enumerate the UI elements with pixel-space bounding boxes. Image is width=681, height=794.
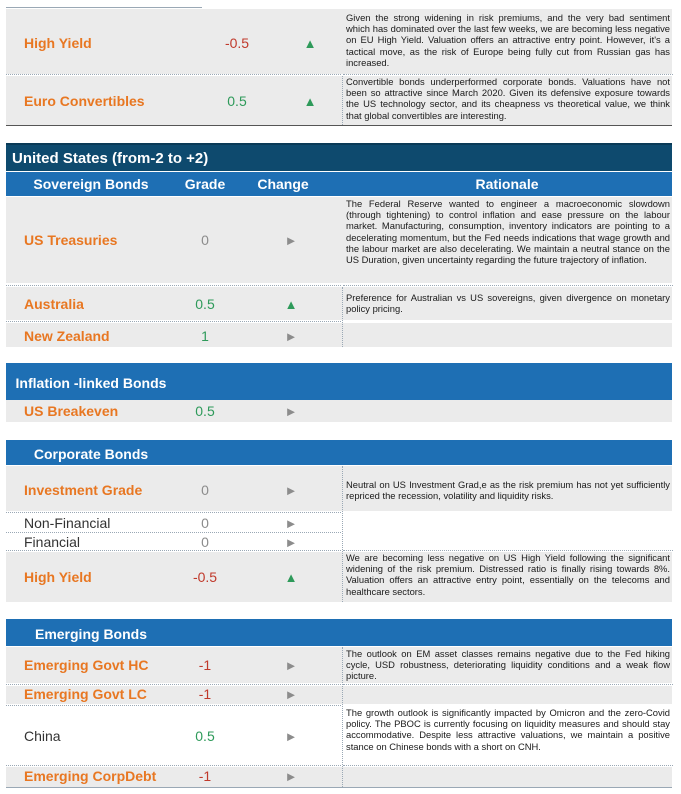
row-name: Non-Financial — [24, 515, 111, 531]
row-divider — [343, 684, 673, 685]
right-arrow-icon: ► — [284, 483, 298, 498]
right-arrow-icon: ► — [284, 658, 298, 673]
row-grade: -1 — [198, 686, 212, 702]
row-name: Financial — [24, 534, 81, 550]
row-grade: 0 — [201, 534, 209, 550]
row-rationale: Neutral on US Investment Grad,e as the risk premium has not yet sufficiently repriced the recession, volatility and liquidity risks. — [346, 479, 670, 502]
row-grade: 0 — [201, 232, 209, 248]
inflation-header-label: Inflation -linked Bonds — [15, 374, 167, 391]
right-arrow-icon: ► — [284, 233, 298, 248]
row-grade: 0 — [201, 515, 209, 531]
row-name: US Breakeven — [24, 403, 119, 419]
row-rationale: We are becoming less negative on US High Yield following the significant widening of the risk premium. Distressed ratio is finally rising towards 8%. Valuation offers an attractive entry point, essentially on the telecoms and healthcare sectors. — [346, 552, 670, 597]
row-rationale: The outlook on EM asset classes remains negative due to the Fed hiking cycle, USD robustness, deteriorating liquidity conditions and a weak flow picture. — [346, 648, 670, 682]
row-name: China — [24, 728, 61, 744]
row-grade: -0.5 — [224, 35, 250, 51]
right-arrow-icon: ► — [284, 535, 298, 550]
row-rationale: Convertible bonds underperformed corporate bonds. Valuations have not been so attractive since March 2020. Given its defensive exposure towards the US technology sector, and its cheapness vs theoretical value, we think that global convertibles are interesting. — [346, 76, 670, 121]
row-grade: 1 — [201, 328, 209, 344]
row-name: Euro Convertibles — [24, 93, 145, 109]
column-divider — [342, 287, 343, 347]
row-divider — [6, 321, 341, 322]
right-arrow-icon: ► — [284, 729, 298, 744]
row-grade: 0.5 — [227, 93, 247, 109]
inflation-header — [6, 366, 672, 400]
row-divider — [6, 550, 341, 551]
header-grade: Grade — [184, 176, 226, 192]
row-name: High Yield — [24, 569, 92, 585]
row-divider — [343, 74, 673, 75]
row-divider — [343, 550, 673, 551]
right-arrow-icon: ► — [284, 329, 298, 344]
row-name: Investment Grade — [24, 482, 143, 498]
table-bottom-rule — [6, 787, 672, 788]
region-title: United States (from-2 to +2) — [6, 143, 672, 171]
row-divider — [6, 765, 341, 766]
row-grade: -0.5 — [192, 569, 218, 585]
emerging-header-label: Emerging Bonds — [34, 626, 147, 642]
header-change: Change — [257, 176, 309, 192]
row-grade: 0.5 — [195, 296, 215, 312]
column-divider — [342, 647, 343, 787]
row-rationale: Given the strong widening in risk premiums, and the very bad sentiment which has dominated over the last few weeks, we are becoming less negative on EU High Yield. Valuation offers an attractive entry point. However, it's a tactical move, as the risk of Europe being fully cut from Russian gas has increased. — [346, 12, 670, 68]
row-grade: 0.5 — [195, 403, 215, 419]
up-arrow-icon: ▲ — [284, 297, 298, 312]
row-name: Emerging Govt LC — [24, 686, 147, 702]
row-divider — [6, 705, 341, 706]
row-grade: -1 — [198, 768, 212, 784]
header-rationale: Rationale — [475, 176, 539, 192]
right-arrow-icon: ► — [284, 516, 298, 531]
column-divider — [342, 76, 343, 125]
right-arrow-icon: ► — [284, 769, 298, 784]
corporate-header — [6, 443, 672, 465]
row-grade: 0 — [201, 482, 209, 498]
row-rationale: The growth outlook is significantly impacted by Omicron and the zero-Covid policy. The PBOC is currently focusing on liquidity measures and should stay accommodative. Despite less attractive valuations, we maintain a positive stance on Chinese bonds with a short on CNH. — [346, 707, 670, 752]
table-header — [6, 172, 672, 196]
row-divider — [343, 285, 673, 286]
row-name: US Treasuries — [24, 232, 118, 248]
row-divider — [343, 765, 673, 766]
row-name: High Yield — [24, 35, 92, 51]
emerging-header — [6, 622, 672, 646]
row-divider — [6, 74, 341, 75]
row-rationale: The Federal Reserve wanted to engineer a macroeconomic slowdown (through tightening) to control inflation and ease pressure on the labour market. Manufacturing, consumption, inventory indicators are pointing to a decelerating momentum, but the Fed needs indications that wage growth and the labour market are also decelerating. We maintain a neutral stance on the US Duration, given uncertainty regarding the future trajectory of inflation. — [346, 198, 670, 266]
row-name: New Zealand — [24, 328, 110, 344]
row-name: Emerging CorpDebt — [24, 768, 157, 784]
up-arrow-icon: ▲ — [284, 570, 298, 585]
row-rationale: Preference for Australian vs US sovereigns, given divergence on monetary policy pricing. — [346, 292, 670, 315]
up-arrow-icon: ▲ — [303, 36, 317, 51]
top-rule — [6, 7, 202, 8]
corporate-header-label: Corporate Bonds — [33, 446, 149, 462]
row-grade: -1 — [198, 657, 212, 673]
row-divider — [6, 684, 341, 685]
section-bottom-rule — [6, 125, 672, 126]
up-arrow-icon: ▲ — [303, 94, 317, 109]
row-divider — [6, 532, 341, 533]
header-sovereign: Sovereign Bonds — [33, 176, 149, 192]
row-grade: 0.5 — [195, 728, 215, 744]
right-arrow-icon: ► — [284, 404, 298, 419]
right-arrow-icon: ► — [284, 687, 298, 702]
row-divider — [6, 285, 341, 286]
row-name: Emerging Govt HC — [24, 657, 149, 673]
row-name: Australia — [24, 296, 84, 312]
row-divider — [6, 512, 341, 513]
column-divider — [342, 466, 343, 602]
